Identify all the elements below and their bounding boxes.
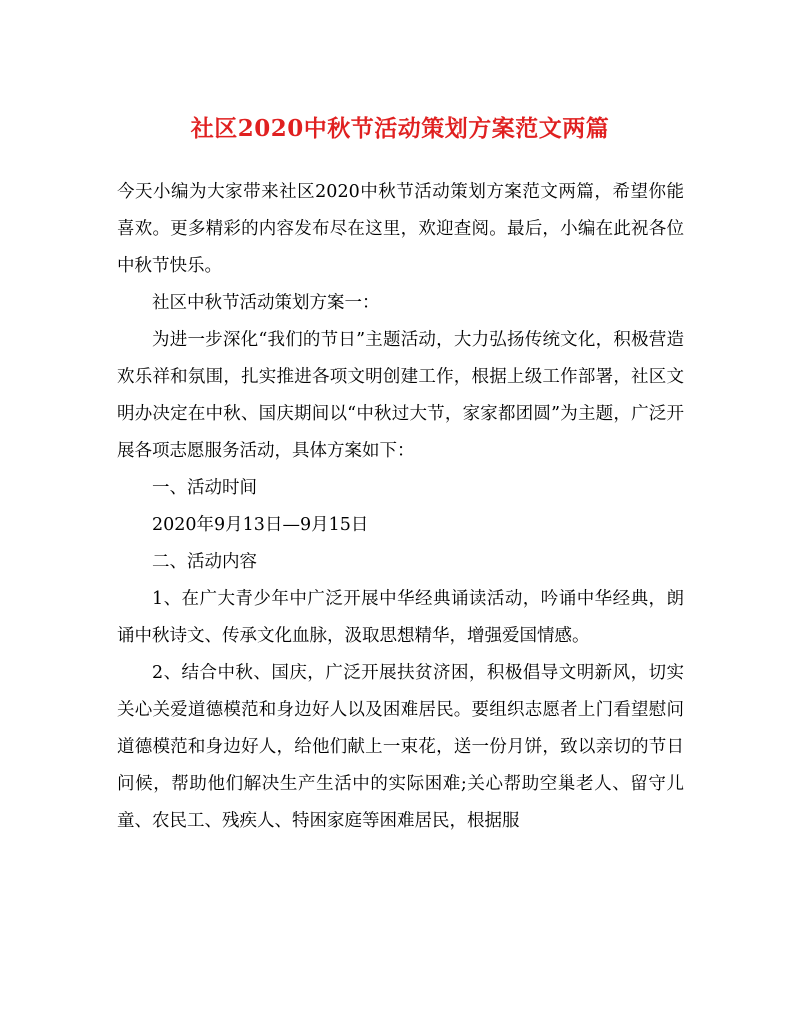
paragraph-date: 2020年9月13日—9月15日 [152,515,369,535]
paragraph-purpose: 为进一步深化“我们的节日”主题活动，大力弘扬传统文化，积极营造欢乐祥和氛围，扎实推进各项文明创建工作，根据上级工作部署，社区文明办决定在中秋、国庆期间以“中秋过大节，家家都团圆”为主题，广泛开展各项志愿服务活动，具体方案如下： [117,330,684,461]
paragraph-item-1: 1、在广大青少年中广泛开展中华经典诵读活动，吟诵中华经典，朗诵中秋诗文、传承文化血脉，汲取思想精华，增强爱国情感。 [117,589,684,646]
paragraph-item-2: 2、结合中秋、国庆，广泛开展扶贫济困，积极倡导文明新风，切实关心关爱道德模范和身边好人以及困难居民。要组织志愿者上门看望慰问道德模范和身边好人，给他们献上一束花，送一份月饼，致以亲切的节日问候，帮助他们解决生产生活中的实际困难;关心帮助空巢老人、留守儿童、农民工、残疾人、特困家庭等困难居民，根据服 [117,663,684,831]
paragraph-intro: 今天小编为大家带来社区2020中秋节活动策划方案范文两篇，希望你能喜欢。更多精彩的内容发布尽在这里，欢迎查阅。最后，小编在此祝各位中秋节快乐。 [117,182,684,276]
document-title: 社区2020中秋节活动策划方案范文两篇 [190,115,610,142]
section-heading-content: 二、活动内容 [152,552,257,572]
paragraph-plan-heading: 社区中秋节活动策划方案一： [152,293,380,313]
document-body [117,174,684,840]
section-heading-time: 一、活动时间 [152,478,257,498]
